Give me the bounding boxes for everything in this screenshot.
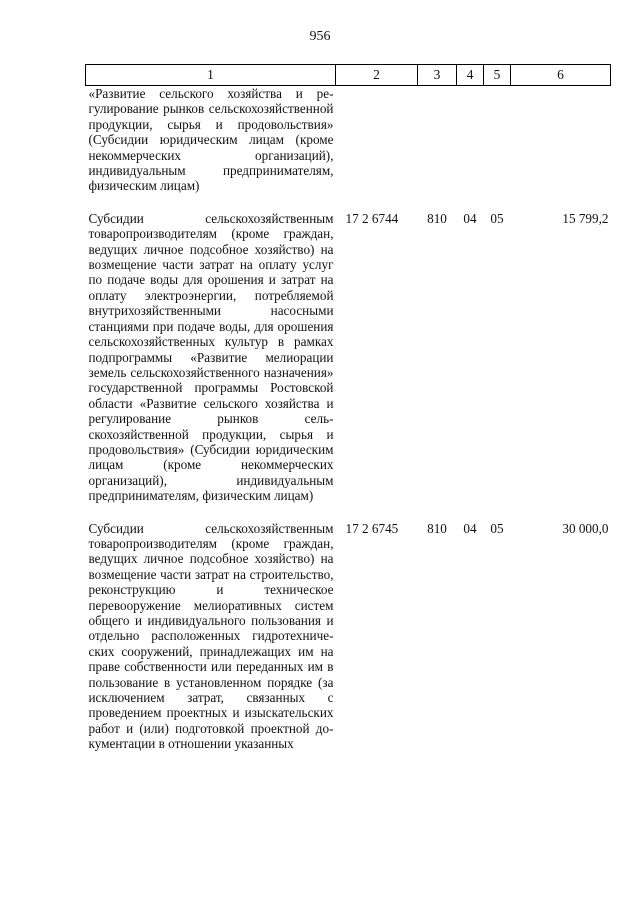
budget-table <box>85 64 611 752</box>
row-pr: 05 <box>490 520 504 536</box>
row-vr: 810 <box>427 520 447 536</box>
table-row <box>86 211 611 504</box>
page-number: 956 <box>309 29 331 44</box>
row-rz <box>457 86 484 194</box>
row-vr: 810 <box>427 210 447 226</box>
row-code <box>336 86 418 194</box>
table-header-row <box>86 65 611 86</box>
row-code: 17 2 6745 <box>345 520 399 536</box>
row-spacer <box>86 504 611 521</box>
row-vr <box>418 86 457 194</box>
row-description: Субсидии сельскохозяйственным товаропроизводителям (кроме граждан, ведущих личное подсобное хозяйство) на возмещение части затрат на оплату услуг по подаче воды для орошения и затрат на оплату электроэнергии, потребляемой внутрихозяйственными насосными станциями при подаче воды, для орошения сельскохозяйственных культур в рамках подпрограммы «Развитие мелиорации земель сельскохозяйственного назначения» государственной программы Ростовской области «Развитие сельского хозяйства и регулирование рынков сельскохозяйственной продукции, сырья и продовольствия» (Субсидии юридическим лицам (кроме некоммерческих организаций), индивидуальным предпринимателям, физическим лицам) <box>88 210 334 504</box>
row-rz: 04 <box>463 210 477 226</box>
row-amount: 15 799,2 <box>562 210 609 226</box>
row-rz: 04 <box>463 520 477 536</box>
header-cell-description: 1 <box>86 65 336 86</box>
header-cell-rz: 4 <box>457 65 484 86</box>
header-cell-pr: 5 <box>484 65 511 86</box>
header-cell-vr: 3 <box>418 65 457 86</box>
row-pr: 05 <box>490 210 504 226</box>
budget-table-container <box>85 64 610 752</box>
table-row <box>86 521 611 752</box>
header-cell-code: 2 <box>336 65 418 86</box>
row-pr <box>484 86 511 194</box>
row-amount <box>511 86 611 194</box>
row-description: Субсидии сельскохозяйственным товаропроизводителям (кроме граждан, ведущих личное подсобное хозяйство) на возмещение части затрат на строительство, реконструкцию и техническое перевооружение мелиоративных систем общего и индивидуального пользования и отдельно расположенных гидротехнических сооружений, принадлежащих им на праве собственности или переданных им в пользование в установленном порядке (за исключением затрат, связанных с проведением проектных и изыскательских работ и (или) подготовкой проектной документации в отношении указанных <box>88 520 334 752</box>
header-cell-amount: 6 <box>511 65 611 86</box>
row-code: 17 2 6744 <box>345 210 399 226</box>
row-spacer <box>86 194 611 211</box>
row-description: «Развитие сельского хозяйства и регулирование рынков сельскохозяйственной продукции, сырья и продовольствия» (Субсидии юридическим лицам (кроме некоммерческих организаций), индивидуальным предпринимателям, физическим лицам) <box>88 86 334 194</box>
row-amount: 30 000,0 <box>562 520 609 536</box>
table-row <box>86 86 611 194</box>
